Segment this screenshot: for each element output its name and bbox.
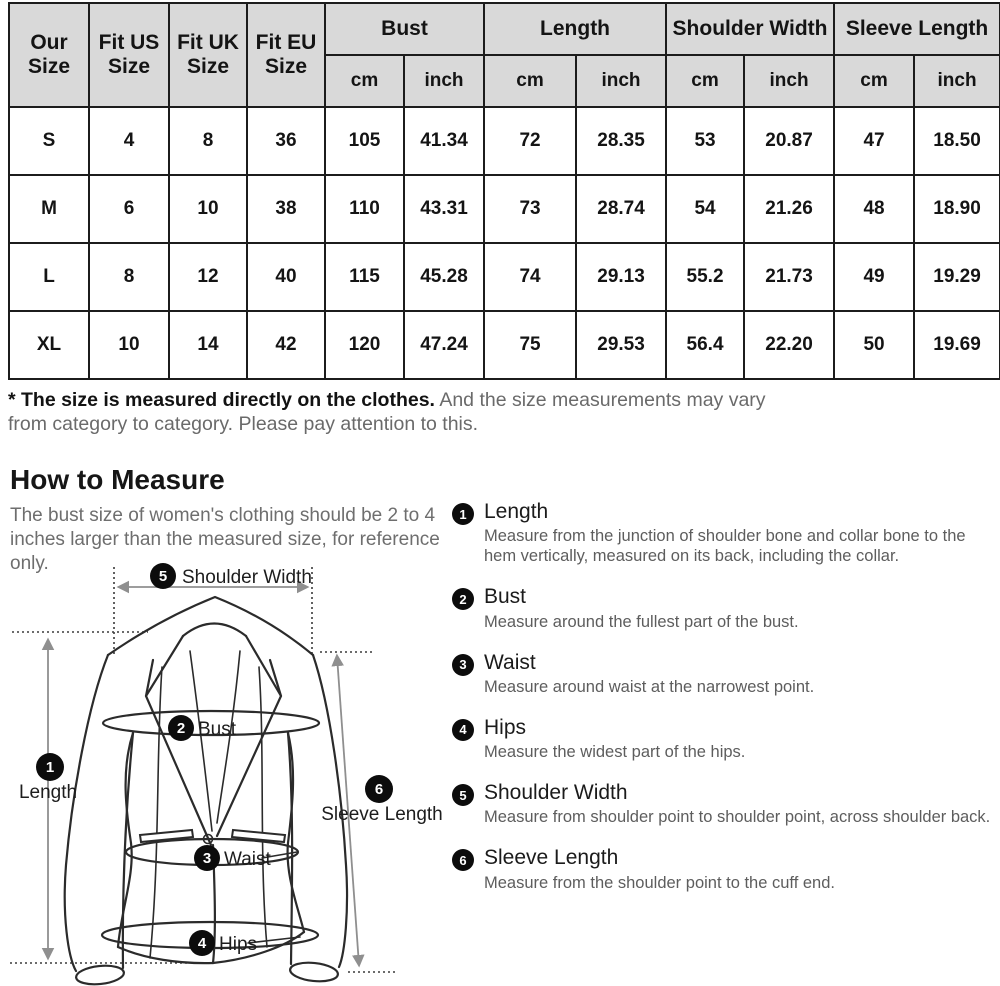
table-cell: S: [9, 107, 89, 175]
measure-item-desc: Measure from the junction of shoulder bone and collar bone to the hem vertically, measured on its back, including the collar.: [484, 527, 966, 566]
table-cell: 12: [169, 243, 247, 311]
label-text: Bust: [198, 719, 237, 740]
item-number-badge: 3: [452, 654, 474, 676]
table-cell: 28.35: [576, 107, 666, 175]
table-cell: 74: [484, 243, 576, 311]
diagram-label-length: [19, 753, 77, 803]
table-cell: 110: [325, 175, 404, 243]
table-cell: 36: [247, 107, 325, 175]
table-cell: 53: [666, 107, 744, 175]
header-shoulder-width: Shoulder Width: [666, 3, 834, 55]
diagram-label-hips: [189, 930, 257, 956]
table-cell: 120: [325, 311, 404, 379]
item-number-badge: 5: [452, 784, 474, 806]
measure-item-title: Waist: [484, 650, 536, 674]
diagram-label-waist: [194, 845, 272, 871]
table-cell: 72: [484, 107, 576, 175]
measure-item-list: [452, 500, 998, 912]
label-number: 1: [45, 759, 55, 776]
table-cell: 54: [666, 175, 744, 243]
table-cell: 4: [89, 107, 169, 175]
table-cell: 19.69: [914, 311, 1000, 379]
measurement-note-bold: * The size is measured directly on the clothes.: [8, 389, 435, 411]
how-to-measure-heading: How to Measure: [10, 464, 225, 495]
how-to-measure-subtitle: The bust size of women's clothing should be 2 to 4 inches larger than the measured size, for reference only.: [10, 505, 440, 574]
diagram-label-shoulder-width: [150, 563, 312, 589]
table-cell: M: [9, 175, 89, 243]
unit-shoulder-inch: inch: [744, 55, 834, 107]
unit-sleeve-inch: inch: [914, 55, 1000, 107]
table-cell: 41.34: [404, 107, 484, 175]
item-number-badge: 2: [452, 588, 474, 610]
measurement-note: [8, 389, 792, 437]
measure-item-desc: Measure from shoulder point to shoulder point, across shoulder back.: [484, 808, 991, 827]
table-cell: 21.73: [744, 243, 834, 311]
table-cell: 8: [89, 243, 169, 311]
measure-item-title: Shoulder Width: [484, 781, 628, 805]
measure-item-bust: [452, 585, 998, 631]
label-text: Length: [18, 782, 78, 803]
measure-item-length: [452, 500, 998, 566]
measure-item-title: Length: [484, 500, 549, 523]
measure-item-desc: Measure around waist at the narrowest point.: [484, 677, 815, 696]
table-row-m: [9, 175, 1000, 243]
measure-item-title: Sleeve Length: [484, 846, 619, 870]
table-cell: 29.13: [576, 243, 666, 311]
table-cell: 22.20: [744, 311, 834, 379]
table-row-s: [9, 107, 1000, 175]
header-length: Length: [484, 3, 666, 55]
table-cell: 75: [484, 311, 576, 379]
measure-item-desc: Measure around the fullest part of the bust.: [484, 612, 799, 631]
table-cell: 20.87: [744, 107, 834, 175]
table-cell: 105: [325, 107, 404, 175]
table-cell: 21.26: [744, 175, 834, 243]
size-table: [8, 2, 1000, 380]
table-cell: XL: [9, 311, 89, 379]
table-cell: 18.50: [914, 107, 1000, 175]
table-cell: 29.53: [576, 311, 666, 379]
table-cell: 45.28: [404, 243, 484, 311]
table-cell: 18.90: [914, 175, 1000, 243]
measure-item-desc: Measure from the shoulder point to the cuff end.: [484, 873, 835, 892]
unit-length-cm: cm: [484, 55, 576, 107]
label-number: 6: [374, 781, 384, 798]
label-text: Waist: [224, 849, 271, 870]
table-cell: 40: [247, 243, 325, 311]
label-number: 2: [176, 720, 186, 737]
label-number: 4: [197, 935, 207, 952]
table-cell: 55.2: [666, 243, 744, 311]
table-cell: 19.29: [914, 243, 1000, 311]
label-text: Shoulder Width: [182, 567, 312, 588]
measure-item-desc: Measure the widest part of the hips.: [484, 743, 746, 762]
unit-sleeve-cm: cm: [834, 55, 914, 107]
unit-bust-inch: inch: [404, 55, 484, 107]
table-cell: 8: [169, 107, 247, 175]
table-cell: 49: [834, 243, 914, 311]
measure-item-hips: [452, 716, 998, 762]
item-number-badge: 1: [452, 503, 474, 525]
jacket-outline: [65, 597, 347, 986]
table-row-l: [9, 243, 1000, 311]
table-cell: 47: [834, 107, 914, 175]
table-cell: 42: [247, 311, 325, 379]
header-sleeve-length: Sleeve Length: [834, 3, 1000, 55]
table-cell: 38: [247, 175, 325, 243]
measure-item-shoulder-width: [452, 781, 998, 827]
measurement-note-rest: And the size measurements may vary from category to category. Please pay attention to this.: [8, 389, 766, 435]
table-cell: 28.74: [576, 175, 666, 243]
table-cell: 43.31: [404, 175, 484, 243]
table-cell: 10: [169, 175, 247, 243]
jacket-measurement-diagram: [0, 555, 450, 986]
unit-length-inch: inch: [576, 55, 666, 107]
unit-shoulder-cm: cm: [666, 55, 744, 107]
table-cell: 50: [834, 311, 914, 379]
header-fit-us-size: Fit US Size: [89, 3, 169, 107]
table-cell: 6: [89, 175, 169, 243]
item-number-badge: 6: [452, 849, 474, 871]
table-cell: 56.4: [666, 311, 744, 379]
table-cell: L: [9, 243, 89, 311]
header-fit-uk-size: Fit UK Size: [169, 3, 247, 107]
diagram-label-bust: [168, 715, 237, 741]
label-text: Sleeve Length: [321, 804, 443, 825]
label-number: 3: [202, 850, 212, 867]
header-bust: Bust: [325, 3, 484, 55]
header-our-size: Our Size: [9, 3, 89, 107]
label-number: 5: [158, 568, 168, 585]
table-row-xl: [9, 311, 1000, 379]
table-cell: 10: [89, 311, 169, 379]
label-text: Hips: [219, 934, 258, 955]
table-cell: 73: [484, 175, 576, 243]
measure-item-waist: [452, 651, 998, 697]
item-number-badge: 4: [452, 719, 474, 741]
table-cell: 48: [834, 175, 914, 243]
table-cell: 47.24: [404, 311, 484, 379]
table-cell: 115: [325, 243, 404, 311]
unit-bust-cm: cm: [325, 55, 404, 107]
dotted-guides: [10, 567, 396, 972]
measure-item-title: Hips: [484, 715, 527, 739]
measure-item-title: Bust: [484, 585, 527, 609]
header-fit-eu-size: Fit EU Size: [247, 3, 325, 107]
measure-item-sleeve-length: [452, 846, 998, 892]
table-cell: 14: [169, 311, 247, 379]
